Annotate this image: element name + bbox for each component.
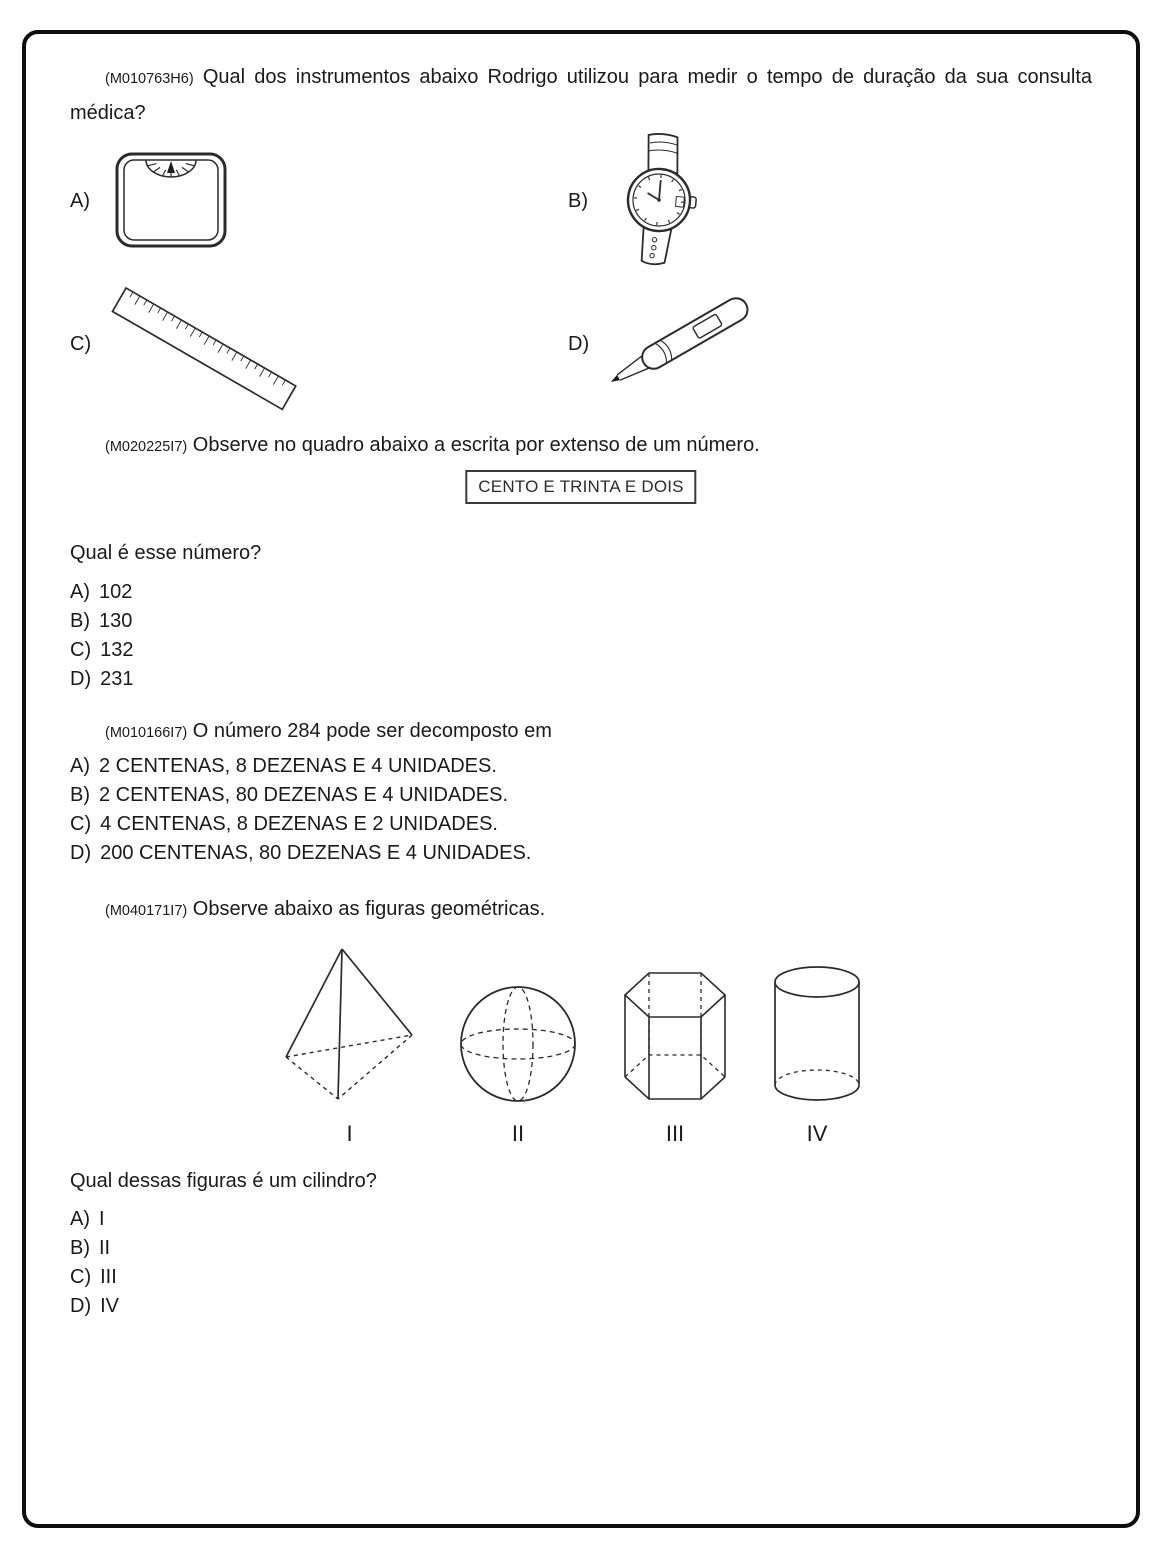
cylinder-icon: [771, 963, 863, 1105]
figure-numeral: III: [665, 1121, 685, 1146]
q1-option-a-label: A): [70, 190, 90, 212]
option-value: 130: [99, 610, 133, 632]
thermometer-icon: [606, 293, 766, 393]
question-3-options: [70, 752, 531, 868]
option-row: [70, 1263, 119, 1292]
question-3-code: (M010166I7): [105, 725, 188, 741]
hexagonal-prism-icon: [619, 965, 731, 1105]
figure-sphere: [457, 983, 579, 1147]
q1-option-c-label: C): [70, 333, 92, 355]
option-row: [70, 1234, 119, 1263]
question-1-stem: Qual dos instrumentos abaixo Rodrigo utilizou para medir o tempo de duração da sua consulta médica?: [70, 66, 1093, 124]
question-2-stem: Observe no quadro abaixo a escrita por extenso de um número.: [192, 434, 760, 456]
option-row: [70, 839, 531, 868]
option-value: II: [99, 1237, 111, 1259]
option-value: 102: [99, 581, 133, 603]
option-row: [70, 607, 133, 636]
question-2-code: (M020225I7): [105, 439, 188, 455]
figure-numeral: IV: [806, 1121, 828, 1146]
option-label: A): [70, 755, 90, 777]
question-3-stem: O número 284 pode ser decomposto em: [192, 720, 552, 742]
question-2-prompt: Qual é esse número?: [70, 542, 262, 564]
option-row: [70, 578, 133, 607]
option-value: I: [99, 1208, 105, 1230]
question-1-text: [70, 60, 1092, 130]
question-4-prompt: Qual dessas figuras é um cilindro?: [70, 1170, 377, 1192]
figure-pyramid: [282, 945, 417, 1147]
option-label: D): [70, 668, 92, 690]
ruler-icon: [110, 283, 302, 415]
option-row: [70, 810, 531, 839]
option-label: C): [70, 813, 92, 835]
option-row: [70, 781, 531, 810]
figure-cylinder: [771, 963, 863, 1147]
figure-numeral: I: [346, 1121, 353, 1146]
option-value: 200 CENTENAS, 80 DEZENAS E 4 UNIDADES.: [100, 842, 532, 864]
option-label: A): [70, 1208, 90, 1230]
question-4-code: (M040171I7): [105, 903, 188, 919]
option-row: [70, 1205, 119, 1234]
option-label: B): [70, 784, 90, 806]
option-label: A): [70, 581, 90, 603]
q1-option-b-label: B): [568, 190, 588, 212]
q1-option-d-label: D): [568, 333, 590, 355]
geometric-figures-row: [282, 945, 863, 1147]
question-3-text: [70, 714, 1092, 750]
question-4-text: [70, 892, 1092, 928]
option-label: C): [70, 1266, 92, 1288]
option-row: [70, 752, 531, 781]
question-4-stem: Observe abaixo as figuras geométricas.: [192, 898, 546, 920]
option-label: D): [70, 1295, 92, 1317]
question-2-text: [70, 428, 1092, 464]
option-value: 2 CENTENAS, 80 DEZENAS E 4 UNIDADES.: [99, 784, 509, 806]
option-value: 132: [100, 639, 134, 661]
question-2-options: [70, 578, 133, 694]
option-row: [70, 665, 133, 694]
number-words-box: CENTO E TRINTA E DOIS: [465, 470, 696, 504]
option-row: [70, 636, 133, 665]
question-4-options: [70, 1205, 119, 1321]
option-row: [70, 1292, 119, 1321]
option-value: 231: [100, 668, 134, 690]
option-value: IV: [100, 1295, 120, 1317]
option-value: III: [100, 1266, 117, 1288]
option-value: 4 CENTENAS, 8 DEZENAS E 2 UNIDADES.: [100, 813, 498, 835]
question-1-code: (M010763H6): [105, 71, 194, 87]
wristwatch-icon: [610, 130, 708, 270]
figure-numeral: II: [511, 1121, 525, 1146]
option-label: B): [70, 1237, 90, 1259]
bathroom-scale-icon: [112, 142, 230, 252]
option-value: 2 CENTENAS, 8 DEZENAS E 4 UNIDADES.: [99, 755, 497, 777]
option-label: C): [70, 639, 92, 661]
option-label: D): [70, 842, 92, 864]
sphere-icon: [457, 983, 579, 1105]
figure-hexagonal-prism: [619, 965, 731, 1147]
option-label: B): [70, 610, 90, 632]
pyramid-icon: [282, 945, 417, 1105]
